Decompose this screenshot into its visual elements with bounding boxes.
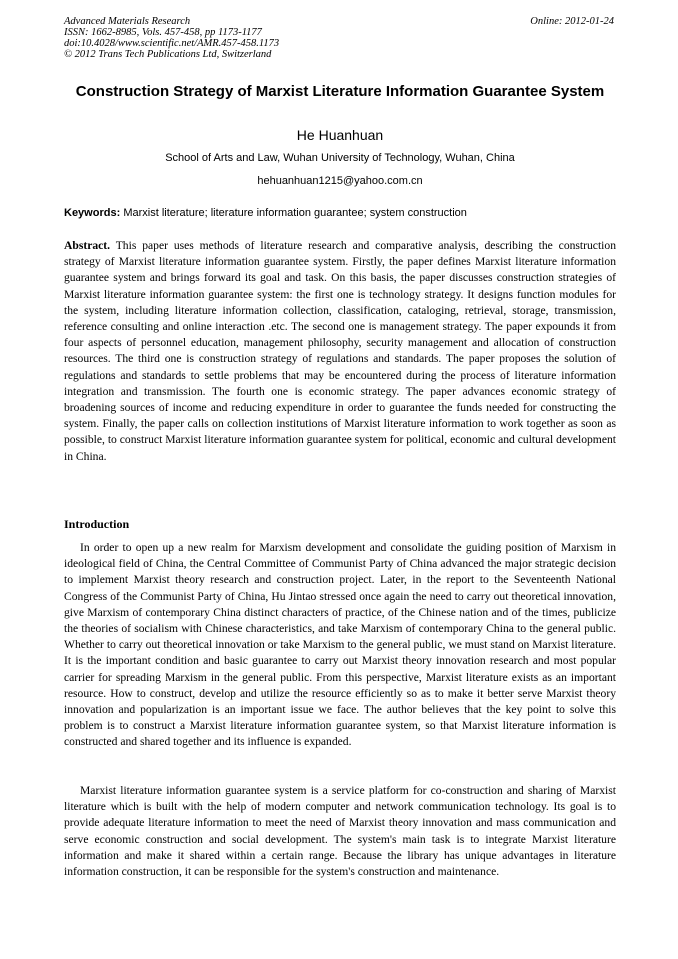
copyright-line: © 2012 Trans Tech Publications Ltd, Switzerland (64, 49, 272, 60)
journal-header (64, 16, 279, 60)
abstract-label: Abstract. (64, 239, 111, 252)
keywords-label: Keywords: (64, 207, 121, 219)
intro-paragraph-1: In order to open up a new realm for Marxism development and consolidate the guiding position of Marxism in ideological field of China, the Central Committee of Communist Party of China advanced the major strategic decision to implement Marxist theory research and construction project. Later, in the report to the Seventeenth National Congress of the Communist Party of China, Hu Jintao stressed once again the need to carry out theoretical innovation, give Marxism of contemporary China distinct characters of practice, of the Chinese nation and of the times, publicize the theories of socialism with Chinese characteristics, and take Marxism of contemporary China to the general public. Whether to carry out theoretical innovation or take Marxism to the general public, we must stand on Marxist literature. It is the important condition and basic guarantee to carry out Marxist theory innovation research and most popular carrier for spreading Marxism in the general public. From this perspective, Marxist literature exists as an important resource. How to construct, develop and utilize the resource efficiently so as to make it better serve Marxist theory innovation and popularization is an important issue we face. The author believes that the key point to solve this problem is to construct a Marxist literature information guarantee system, so that Marxist literature information is constructed and shared together and its influence is expanded. (64, 541, 616, 749)
author-name: He Huanhuan (296, 127, 384, 143)
keywords-line (64, 207, 616, 219)
issn-line: ISSN: 1662-8985, Vols. 457-458, pp 1173-1177 (64, 27, 262, 38)
author-affiliation: School of Arts and Law, Wuhan University of Technology, Wuhan, China (165, 152, 515, 164)
paper-title: Construction Strategy of Marxist Literature Information Guarantee System (75, 83, 605, 100)
abstract-paragraph (64, 238, 616, 465)
abstract-text: This paper uses methods of literature research and comparative analysis, describing the construction strategy of Marxist literature information guarantee system. Firstly, the paper defines Marxist literature information guarantee system and brings forward its goal and task. On this basis, the paper discusses construction strategies of Marxist literature information guarantee system: the first one is technology strategy. It designs function modules for the system, including literature information collection, classification, cataloging, retrieval, storage, transmission, reference consulting and online interaction .etc. The second one is management strategy. The paper expounds it from four aspects of personnel education, management philosophy, security management and allocation of construction resources. The third one is construction strategy of regulations and standards. The paper proposes the solution of regulations and standards to settle problems that may be encountered during the process of literature information integration and transmission. The fourth one is economic strategy. The paper advances economic strategy of broadening sources of income and reducing expenditure in order to guarantee the funds needed for constructing the system. Finally, the paper calls on collection institutions of Marxist literature information to work together as soon as possible, to construct Marxist literature information guarantee system for political, economic and cultural development in China. (64, 239, 616, 463)
journal-name: Advanced Materials Research (64, 16, 191, 27)
intro-paragraph-2: Marxist literature information guarantee system is a service platform for co-construction and sharing of Marxist literature which is built with the help of modern computer and network communication technology. Its goal is to provide adequate literature information to meet the need of Marxist theory innovation and mass communication and serve economic construction and social development. The system's main task is to integrate Marxist literature information and make it shared within a certain range. Because the library has unique advantages in literature information construction, it can be responsible for the system's construction and maintenance. (64, 784, 616, 879)
keywords-text: Marxist literature; literature information guarantee; system construction (123, 207, 467, 219)
section-heading-introduction: Introduction (64, 517, 130, 531)
author-email[interactable]: hehuanhuan1215@yahoo.com.cn (257, 175, 423, 187)
online-date: Online: 2012-01-24 (530, 16, 614, 27)
doi-line[interactable]: doi:10.4028/www.scientific.net/AMR.457-458.1173 (64, 38, 280, 49)
